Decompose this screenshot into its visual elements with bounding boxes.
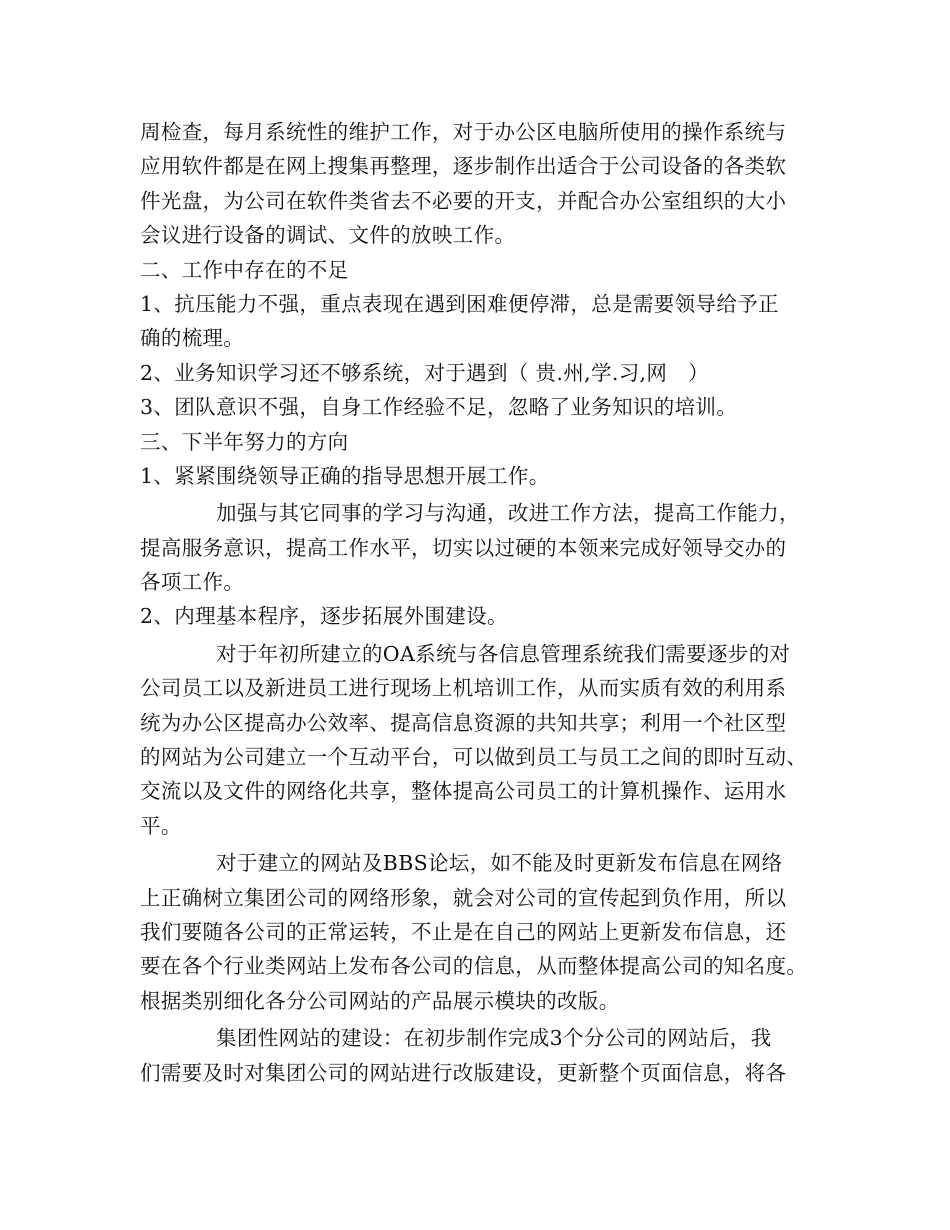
paragraph-line: 会议进行设备的调试、文件的放映工作。 (140, 223, 516, 248)
paragraph-line: 上正确树立集团公司的网络形象，就会对公司的宣传起到负作用，所以 (140, 885, 787, 910)
paragraph-line: 件光盘，为公司在软件类省去不必要的开支，并配合办公室组织的大小 (140, 188, 787, 213)
paragraph-line: 对于建立的网站及BBS论坛，如不能及时更新发布信息在网络 (216, 851, 783, 876)
paragraph-line: 统为办公区提高办公效率、提高信息资源的共知共享；利用一个社区型 (140, 710, 787, 735)
list-item: 1、紧紧围绕领导正确的指导思想开展工作。 (140, 463, 550, 488)
paragraph-line: 对于年初所建立的OA系统与各信息管理系统我们需要逐步的对 (216, 641, 791, 666)
list-item: 2、业务知识学习还不够系统，对于遇到（ 贵.州,学.习,网 ） (140, 360, 709, 385)
paragraph-line: 根据类别细化各分公司网站的产品展示模块的改版。 (140, 988, 620, 1013)
paragraph-line: 要在各个行业类网站上发布各公司的信息，从而整体提高公司的知名度。 (140, 954, 808, 979)
section-heading: 二、工作中存在的不足 (140, 257, 349, 282)
section-heading: 三、下半年努力的方向 (140, 429, 349, 454)
paragraph-line: 周检查，每月系统性的维护工作，对于办公区电脑所使用的操作系统与 (140, 120, 787, 144)
paragraph-line: 我们要随各公司的正常运转，不止是在自己的网站上更新发布信息，还 (140, 919, 787, 944)
list-item: 3、团队意识不强，自身工作经验不足，忽略了业务知识的培训。 (140, 395, 738, 420)
paragraph-line: 各项工作。 (140, 570, 245, 595)
paragraph-line: 交流以及文件的网络化共享，整体提高公司员工的计算机操作、运用水 (140, 779, 787, 804)
paragraph-line: 的网站为公司建立一个互动平台，可以做到员工与员工之间的即时互动、 (140, 745, 808, 770)
paragraph-line: 应用软件都是在网上搜集再整理，逐步制作出适合于公司设备的各类软 (140, 154, 787, 179)
paragraph-line: 公司员工以及新进员工进行现场上机培训工作，从而实质有效的利用系 (140, 676, 787, 701)
list-item-continuation: 确的梳理。 (140, 326, 245, 351)
paragraph-line: 集团性网站的建设：在初步制作完成3个分公司的网站后，我 (216, 1026, 772, 1051)
list-item: 2、内理基本程序，逐步拓展外围建设。 (140, 604, 508, 629)
paragraph-line: 提高服务意识，提高工作水平，切实以过硬的本领来完成好领导交办的 (140, 535, 787, 560)
document-body (140, 115, 830, 1090)
paragraph-line: 加强与其它同事的学习与沟通，改进工作方法，提高工作能力， (216, 501, 800, 526)
paragraph-line: 平。 (140, 813, 182, 838)
paragraph-line: 们需要及时对集团公司的网站进行改版建设，更新整个页面信息，将各 (140, 1060, 787, 1085)
list-item: 1、抗压能力不强，重点表现在遇到困难便停滞，总是需要领导给予正 (140, 291, 779, 316)
